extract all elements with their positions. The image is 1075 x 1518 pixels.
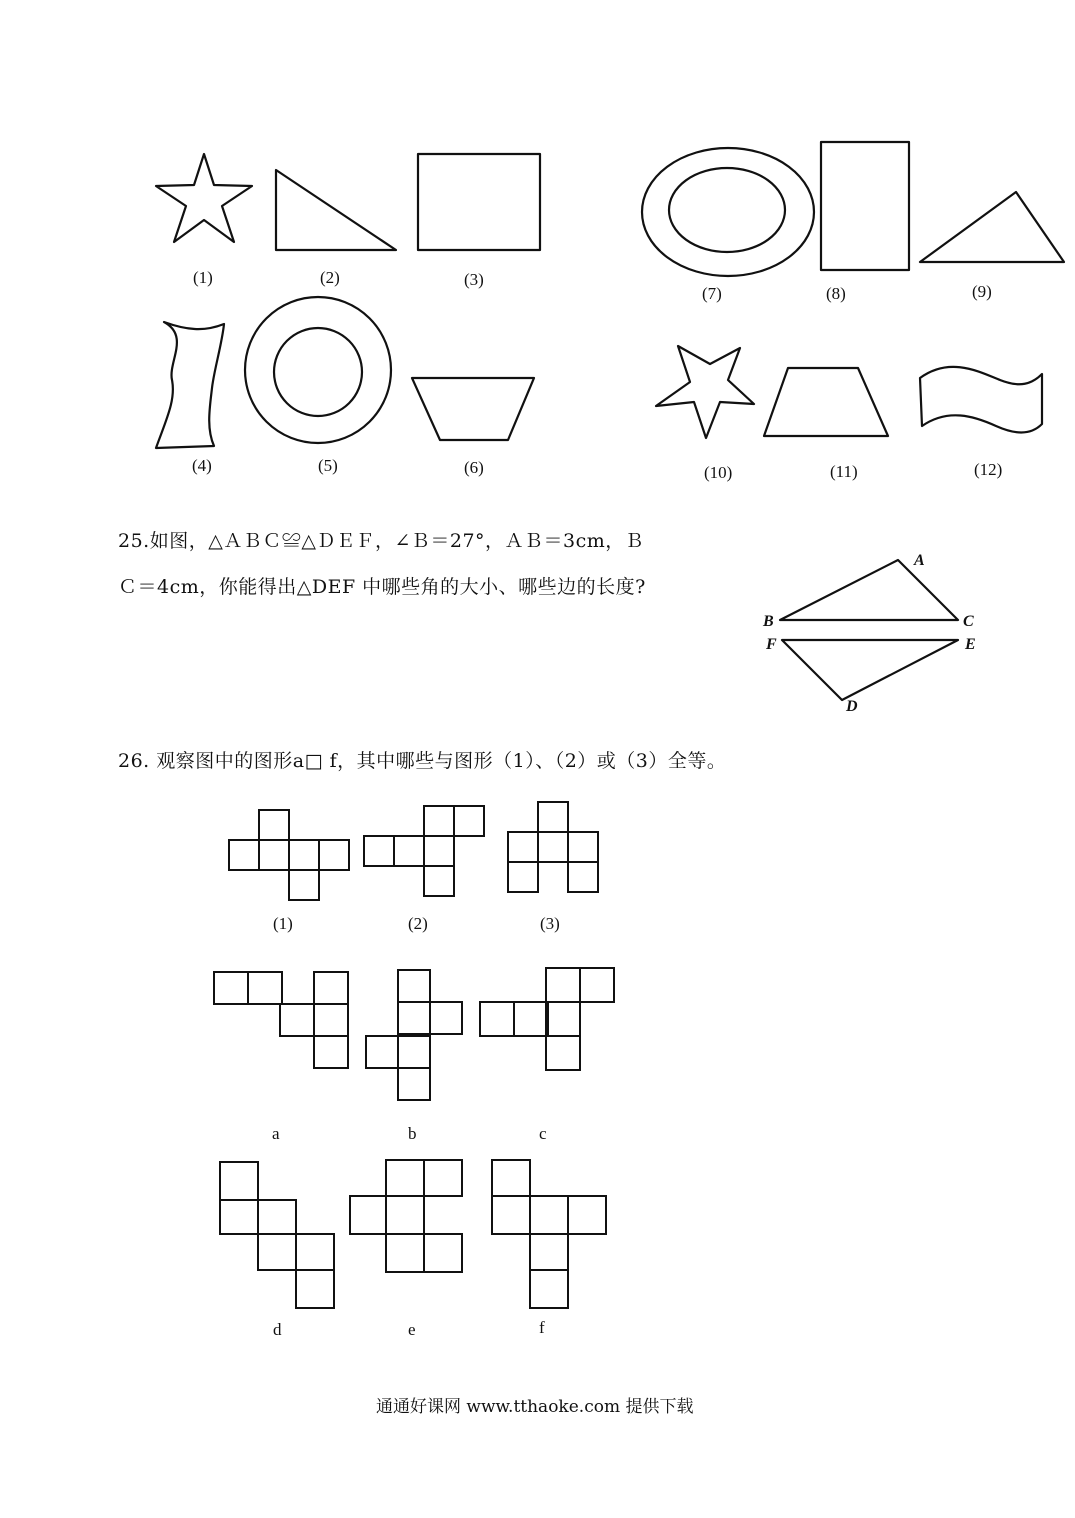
square-shape-3 (418, 154, 540, 250)
point-label-e: E (965, 636, 976, 653)
net-3 (508, 802, 598, 892)
net-a (214, 972, 348, 1068)
net-e (350, 1160, 462, 1272)
trapezoid-shape-6 (412, 378, 534, 440)
triangle-abc (780, 560, 958, 620)
triangle-shape-2 (276, 170, 396, 250)
net-label-e: e (408, 1320, 416, 1339)
net-label-1: (1) (273, 914, 293, 933)
shape-label-7: (7) (702, 284, 722, 303)
question-25-line-2: Ｃ＝4cm，你能得出△DEF 中哪些角的大小、哪些边的长度? (118, 576, 646, 598)
shape-label-9: (9) (972, 282, 992, 301)
star-shape-10 (656, 346, 754, 438)
ring-shape-5 (245, 297, 391, 443)
net-2 (364, 806, 484, 896)
shape-label-8: (8) (826, 284, 846, 303)
ellipse-ring-inner-7 (669, 168, 785, 252)
shape-label-4: (4) (192, 456, 212, 475)
net-label-a: a (272, 1124, 280, 1143)
triangle-def (782, 640, 958, 700)
net-label-3: (3) (540, 914, 560, 933)
net-f (492, 1160, 606, 1308)
shape-label-3: (3) (464, 270, 484, 289)
question-25-line-1: 25.如图，△ＡＢＣ≌△ＤＥＦ，∠Ｂ＝27°，ＡＢ＝3cm，Ｂ (118, 530, 645, 552)
net-d (220, 1162, 334, 1308)
shape-label-2: (2) (320, 268, 340, 287)
point-label-c: C (963, 613, 974, 630)
shape-label-6: (6) (464, 458, 484, 477)
page-footer: 通通好课网 www.tthaoke.com 提供下载 (376, 1397, 694, 1417)
net-label-b: b (408, 1124, 417, 1143)
net-c (480, 968, 614, 1070)
star-shape-1 (156, 154, 252, 242)
point-label-a: A (914, 552, 925, 569)
point-label-b: B (763, 613, 774, 630)
net-label-f: f (539, 1318, 545, 1337)
shape-label-1: (1) (193, 268, 213, 287)
question-26-text: 26. 观察图中的图形a□ f，其中哪些与图形（1）、（2）或（3）全等。 (118, 750, 727, 772)
net-label-d: d (273, 1320, 282, 1339)
rectangle-shape-8 (821, 142, 909, 270)
trapezoid-shape-11 (764, 368, 888, 436)
point-label-f: F (766, 636, 777, 653)
net-b (366, 970, 462, 1100)
wavy-flag-shape-12 (920, 367, 1042, 433)
triangle-shape-9 (920, 192, 1064, 262)
net-label-2: (2) (408, 914, 428, 933)
wavy-band-shape-4 (156, 322, 224, 448)
ring-inner-5 (274, 328, 362, 416)
net-1 (229, 810, 349, 900)
shape-label-5: (5) (318, 456, 338, 475)
shape-label-11: (11) (830, 462, 858, 481)
net-label-c: c (539, 1124, 547, 1143)
shape-label-12: (12) (974, 460, 1003, 479)
point-label-d: D (846, 698, 858, 715)
shape-label-10: (10) (704, 463, 733, 482)
